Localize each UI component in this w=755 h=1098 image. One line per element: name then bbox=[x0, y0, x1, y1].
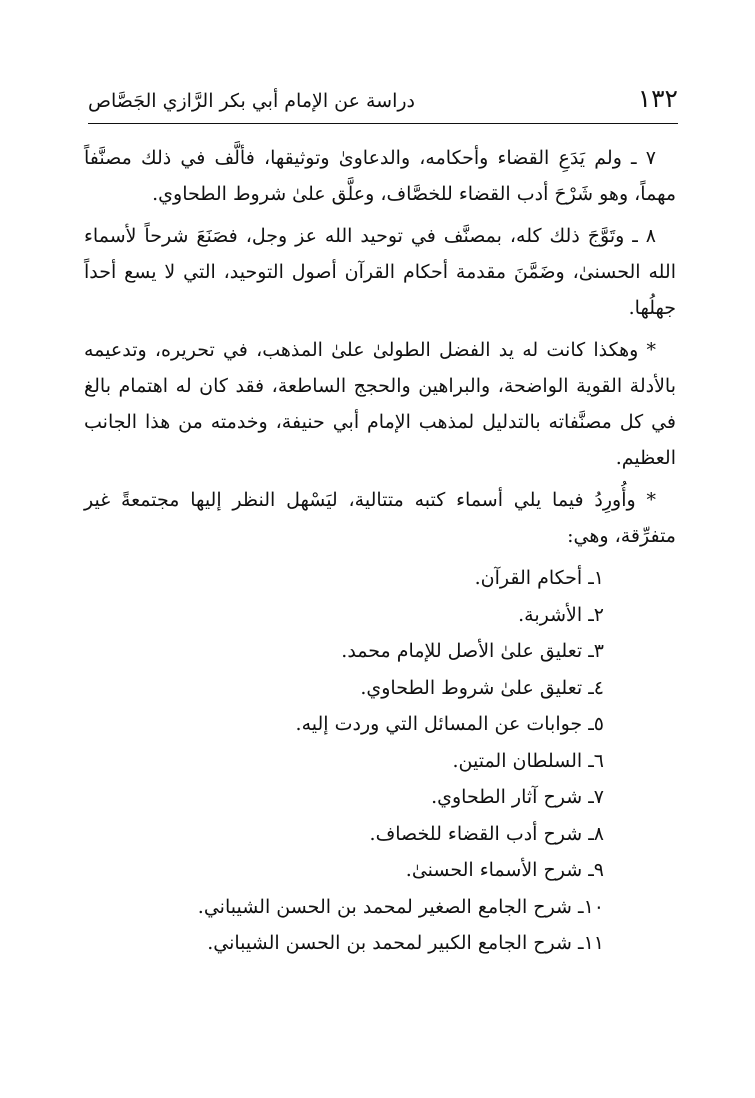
list-item: ٤ـ تعليق علىٰ شروط الطحاوي. bbox=[360, 676, 604, 699]
list-item: ٩ـ شرح الأسماء الحسنىٰ. bbox=[405, 859, 604, 881]
list-item: ٢ـ الأشربة. bbox=[518, 603, 604, 626]
list-item: ٣ـ تعليق علىٰ الأصل للإمام محمد. bbox=[341, 640, 604, 662]
paragraph-item-7: ٧ ـ ولم يَدَعِ القضاء وأحكامه، والدعاوىٰ وتوثيقها، فألَّف في ذلك مصنَّفاً مهماً، وهو شَرْحَ أدب القضاء للخصَّاف، وعلَّق علىٰ شروط الطحاوي. bbox=[84, 147, 676, 205]
list-item: ١١ـ شرح الجامع الكبير لمحمد بن الحسن الشيباني. bbox=[207, 932, 604, 954]
header-divider bbox=[88, 123, 678, 124]
page-body bbox=[84, 140, 676, 962]
list-item: ٨ـ شرح أدب القضاء للخصاف. bbox=[369, 822, 604, 845]
paragraph-list-intro: * وأُورِدُ فيما يلي أسماء كتبه متتالية، ليَسْهل النظر إليها مجتمعةً غير متفرِّقة، وهي: bbox=[84, 489, 676, 547]
list-item: ٦ـ السلطان المتين. bbox=[452, 749, 604, 772]
list-item: ١٠ـ شرح الجامع الصغير لمحمد بن الحسن الشيباني. bbox=[197, 895, 604, 918]
list-item: ٧ـ شرح آثار الطحاوي. bbox=[431, 786, 604, 808]
running-title: دراسة عن الإمام أبي بكر الرَّازي الجَصَّاص bbox=[88, 90, 416, 112]
book-list bbox=[84, 560, 676, 962]
paragraph-madhhab-service: * وهكذا كانت له يد الفضل الطولىٰ علىٰ المذهب، في تحريره، وتدعيمه بالأدلة القوية الواضحة، والبراهين والحجج الساطعة، فقد كان له اهتمام بالغ في كل مصنَّفاته بالتدليل لمذهب الإمام أبي حنيفة، وخدمته من هذا الجانب العظيم. bbox=[84, 339, 676, 469]
page-number: ١٣٢ bbox=[637, 84, 678, 113]
list-item: ١ـ أحكام القرآن. bbox=[474, 567, 604, 589]
page-header bbox=[88, 82, 678, 122]
paragraph-item-8: ٨ ـ وتَوَّجَ ذلك كله، بمصنَّف في توحيد الله عز وجل، فصَنَعَ شرحاً لأسماء الله الحسنىٰ، وضَمَّنَ مقدمة أحكام القرآن أصول التوحيد، التي لا يسع أحداً جهلُها. bbox=[84, 225, 676, 319]
list-item: ٥ـ جوابات عن المسائل التي وردت إليه. bbox=[295, 713, 604, 735]
